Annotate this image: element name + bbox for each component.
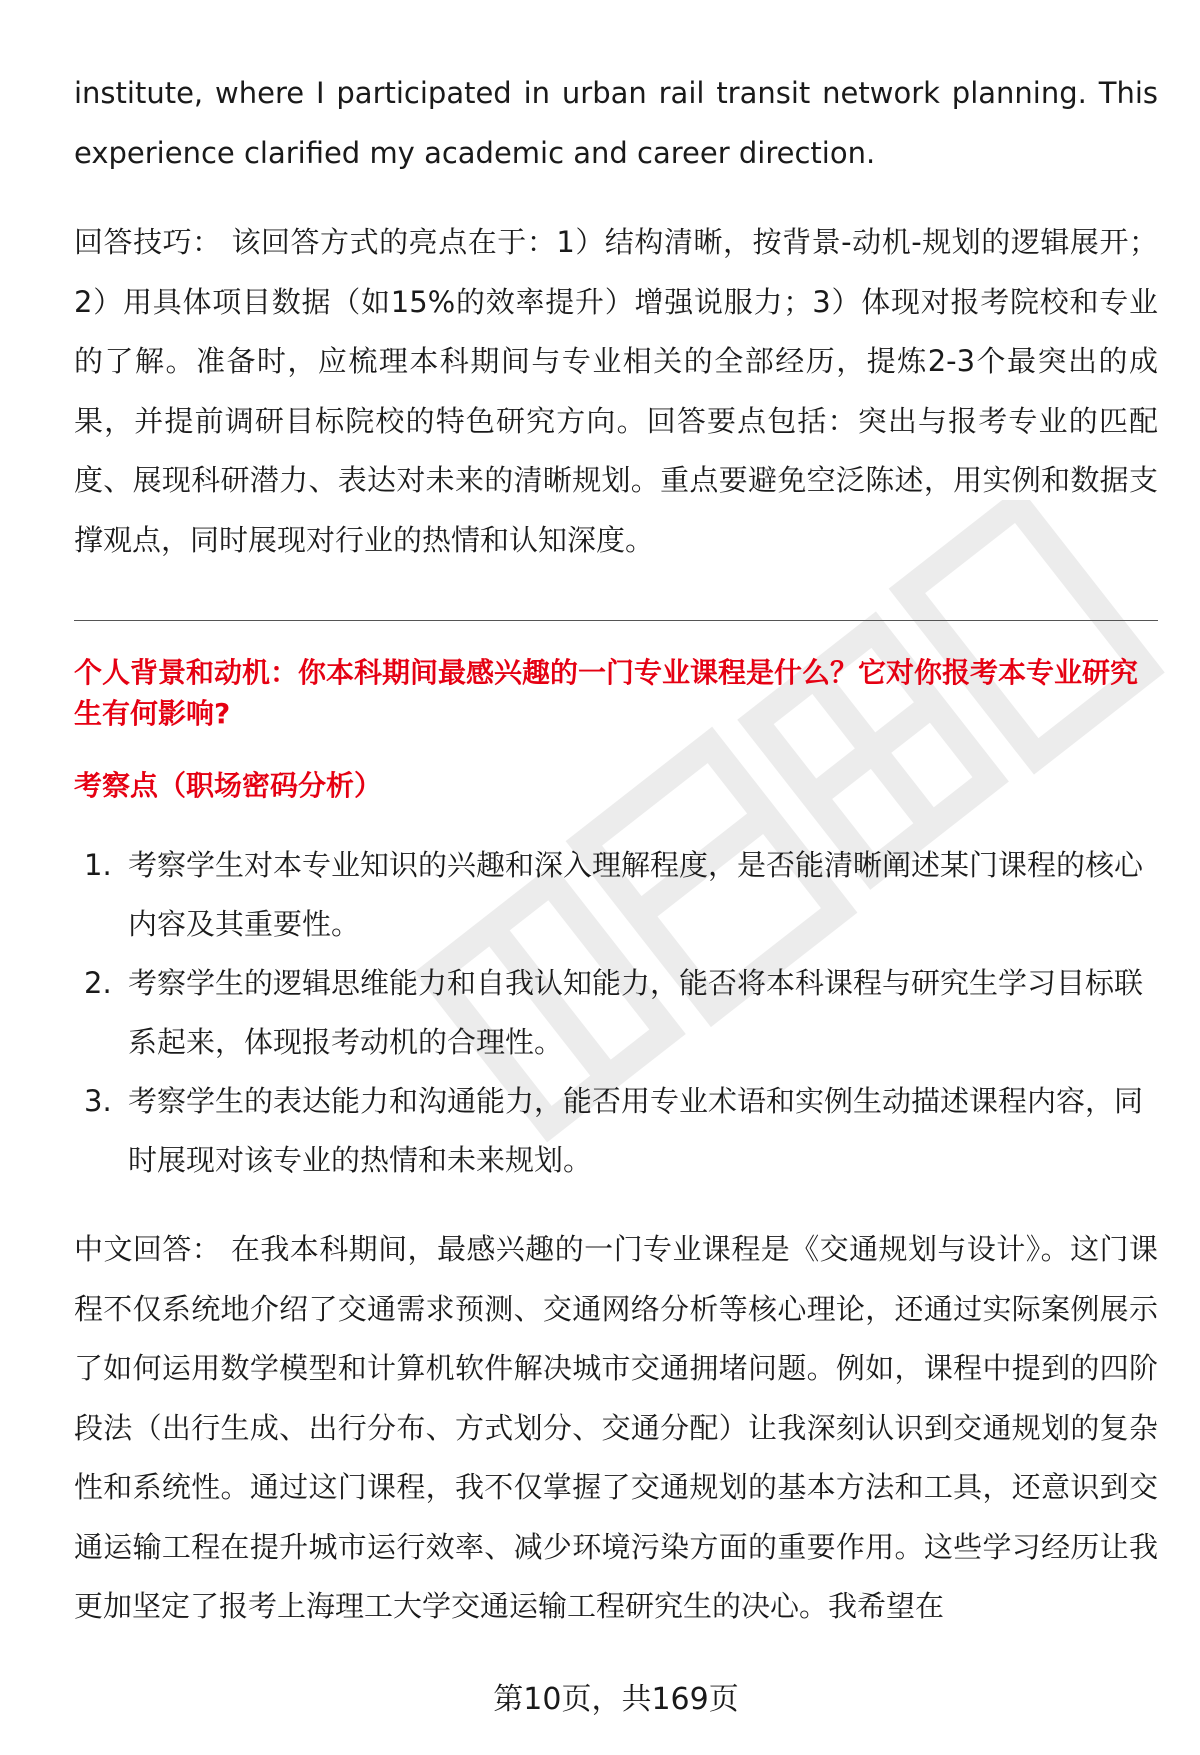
section-divider [74, 620, 1158, 621]
assessment-points-heading: 考察点（职场密码分析） [74, 769, 383, 802]
assessment-points-list [74, 836, 1158, 1190]
question-heading: 个人背景和动机：你本科期间最感兴趣的一门专业课程是什么？它对你报考本专业研究生有何影响? [74, 656, 1139, 730]
list-item-number: 3. [84, 1084, 112, 1118]
list-item-number: 1. [84, 848, 112, 882]
chinese-answer-label: 中文回答： [74, 1232, 222, 1266]
answer-tips-text: 该回答方式的亮点在于：1）结构清晰，按背景-动机-规划的逻辑展开；2）用具体项目数据（如15%的效率提升）增强说服力；3）体现对报考院校和专业的了解。准备时，应梳理本科期间与专业相关的全部经历，提炼2-3个最突出的成果，并提前调研目标院校的特色研究方向。回答要点包括：突出与报考专业的匹配度、展现科研潜力、表达对未来的清晰规划。重点要避免空泛陈述，用实例和数据支撑观点，同时展现对行业的热情和认知深度。 [74, 225, 1158, 557]
chinese-answer-paragraph [74, 1220, 1158, 1637]
list-item-text: 考察学生的逻辑思维能力和自我认知能力，能否将本科课程与研究生学习目标联系起来，体现报考动机的合理性。 [128, 966, 1144, 1059]
list-item [74, 836, 1158, 954]
document-page [74, 0, 1158, 1755]
english-paragraph: institute, where I participated in urban rail transit network planning. This experience clarified my academic and career direction. [74, 76, 1158, 170]
answer-tips-paragraph [74, 213, 1158, 570]
chinese-answer-text: 在我本科期间，最感兴趣的一门专业课程是《交通规划与设计》。这门课程不仅系统地介绍了交通需求预测、交通网络分析等核心理论，还通过实际案例展示了如何运用数学模型和计算机软件解决城市交通拥堵问题。例如，课程中提到的四阶段法（出行生成、出行分布、方式划分、交通分配）让我深刻认识到交通规划的复杂性和系统性。通过这门课程，我不仅掌握了交通规划的基本方法和工具，还意识到交通运输工程在提升城市运行效率、减少环境污染方面的重要作用。这些学习经历让我更加坚定了报考上海理工大学交通运输工程研究生的决心。我希望在 [74, 1232, 1158, 1623]
list-item-number: 2. [84, 966, 112, 1000]
page-number-footer: 第10页，共169页 [493, 1682, 739, 1717]
list-item [74, 954, 1158, 1072]
list-item-text: 考察学生对本专业知识的兴趣和深入理解程度，是否能清晰阐述某门课程的核心内容及其重要性。 [128, 848, 1144, 941]
list-item-text: 考察学生的表达能力和沟通能力，能否用专业术语和实例生动描述课程内容，同时展现对该专业的热情和未来规划。 [128, 1084, 1144, 1177]
answer-tips-label: 回答技巧： [74, 225, 222, 259]
list-item [74, 1072, 1158, 1190]
